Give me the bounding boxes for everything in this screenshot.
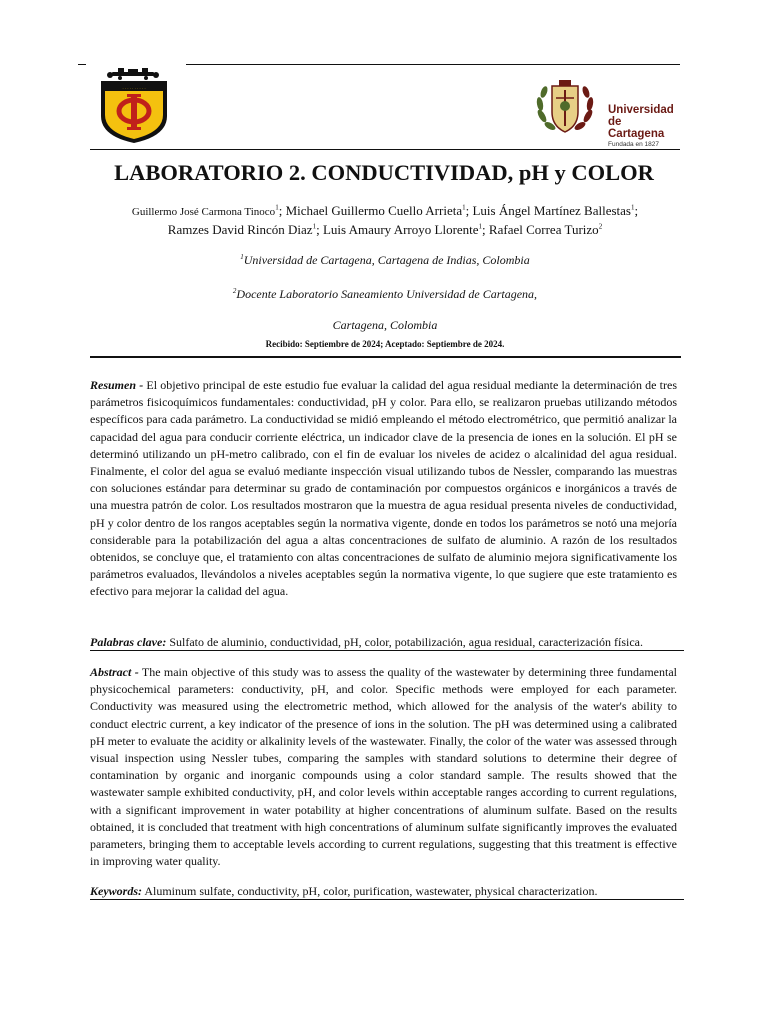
svg-text:· · · · · · · · · ·: · · · · · · · · · ·	[122, 86, 146, 91]
faculty-shield-logo	[98, 68, 170, 144]
affiliation-text: Docente Laboratorio Saneamiento Universidad de Cartagena,	[236, 287, 538, 301]
author-sup: 1	[462, 203, 466, 212]
author-sep: ;	[316, 222, 323, 237]
university-founded: Fundada en 1827	[608, 141, 659, 148]
author-sup: 1	[275, 203, 279, 212]
palabras-clave-label: Palabras clave:	[90, 635, 167, 649]
author-name: Luis Ángel Martínez Ballestas	[472, 203, 631, 218]
author-name: Ramzes David Rincón Diaz	[167, 222, 313, 237]
section-rule	[90, 650, 684, 651]
university-name-line2: de Cartagena	[608, 116, 665, 140]
resumen-label: Resumen -	[90, 378, 144, 392]
resumen-paragraph	[90, 377, 677, 601]
author-name: Guillermo José Carmona Tinoco	[131, 206, 276, 218]
keywords-text: Aluminum sulfate, conductivity, pH, color, purification, wastewater, physical characterization.	[144, 884, 598, 898]
author-name: Luis Amaury Arroyo Llorente	[322, 222, 479, 237]
universidad-de-cartagena-logo	[532, 76, 680, 148]
university-crest-icon	[532, 76, 602, 138]
affiliation-2	[90, 287, 680, 302]
header-dash	[78, 64, 86, 65]
author-sep: ;	[278, 203, 286, 218]
author-name: Michael Guillermo Cuello Arrieta	[285, 203, 463, 218]
abstract-text: The main objective of this study was to assess the quality of the wastewater by determining three fundamental physicochemical parameters: conductivity, pH, and color. Specific methods were employed for each parameter. Conductivity was measured using the electrometric method, which allowed for the analysis of the water's ability to conduct electric current, a key indicator of the presence of ions in the solution. The pH was determined using a calibrated pH meter to evaluate the acidity or alkalinity levels of the wastewater. Finally, the color of the water was assessed through visual inspection using Nessler tubes, comparing the samples with standard solutions to determine their degree of contamination by organic and inorganic compounds using a color standard sample. The results showed that the wastewater sample exhibited conductivity, pH, and color levels within acceptable ranges according to current regulations, with a significant improvement in water potability at higher concentrations of aluminum sulfate. Based on the results obtained, it is concluded that treatment with high concentrations of aluminum sulfate significantly improves the evaluated parameters, bringing them to acceptable levels according to current regulations, suggesting that this treatment is effective in improving water quality.	[90, 665, 677, 869]
author-name: Rafael Correa Turizo	[488, 222, 599, 237]
author-sep: ;	[482, 222, 489, 237]
header-top-rule	[186, 64, 680, 65]
palabras-clave	[90, 635, 684, 650]
author-line-1	[90, 202, 680, 221]
author-list	[90, 202, 680, 239]
keywords	[90, 884, 684, 899]
keywords-label: Keywords:	[90, 884, 142, 898]
author-sup: 1	[630, 203, 635, 212]
section-rule	[90, 356, 681, 358]
abstract-paragraph	[90, 664, 677, 870]
affiliation-sup: 2	[232, 287, 237, 295]
author-sup: 2	[598, 222, 603, 231]
header-bottom-rule	[90, 149, 680, 150]
affiliation-text: Universidad de Cartagena, Cartagena de Indias, Colombia	[243, 253, 530, 267]
received-dates: Recibido: Septiembre de 2024; Aceptado: Septiembre de 2024.	[265, 339, 505, 349]
affiliation-sup: 1	[240, 253, 244, 261]
palabras-clave-text: Sulfato de aluminio, conductividad, pH, color, potabilización, agua residual, caracterización física.	[169, 635, 643, 649]
university-name	[608, 104, 680, 149]
author-sep: ;	[465, 203, 473, 218]
author-line-2	[90, 221, 680, 239]
resumen-text: El objetivo principal de este estudio fue evaluar la calidad del agua residual mediante la determinación de tres parámetros fisicoquímicos fundamentales: conductividad, pH y color. Para ello, se realizaron pruebas utilizando métodos específicos para cada parámetro. La conductividad se midió empleando el método electrométrico, que permitió analizar la capacidad del agua para conducir corriente eléctrica, un indicador clave de la presencia de iones en la solución. El pH se determinó utilizando un pH-metro calibrado, con el fin de evaluar los niveles de acidez o alcalinidad del agua residual. Finalmente, el color del agua se evaluó mediante inspección visual utilizando tubos de Nessler, comparando las muestras con soluciones estándar para determinar su grado de contaminación por compuestos orgánicos e inorgánicos a través de una muestra patrón de color. Los resultados mostraron que la muestra de agua residual presenta niveles de conductividad, pH y color dentro de los rangos aceptables según la normativa vigente, donde en todos los parámetros se notó una mejoría considerable para la potabilización del agua a altas concentraciones de sulfato de aluminio. A razón de los resultados obtenidos, se concluye que, el tratamiento con altas concentraciones de sulfato de aluminio mejora significativamente los parámetros evaluados, llevándolos a niveles aceptables según la normativa vigente, lo que sugiere que este tratamiento es efectivo para mejorar la calidad del agua.	[90, 378, 677, 599]
section-rule	[90, 899, 684, 900]
affiliation-1	[90, 253, 680, 268]
page-title: LABORATORIO 2. CONDUCTIVIDAD, pH y COLOR	[114, 160, 654, 185]
affiliation-2-city: Cartagena, Colombia	[332, 318, 438, 332]
author-sup: 1	[312, 222, 317, 231]
author-sep: ;	[634, 203, 639, 218]
abstract-label: Abstract -	[90, 665, 139, 679]
author-sup: 1	[478, 222, 483, 231]
university-name-line1: Universidad	[608, 104, 674, 116]
